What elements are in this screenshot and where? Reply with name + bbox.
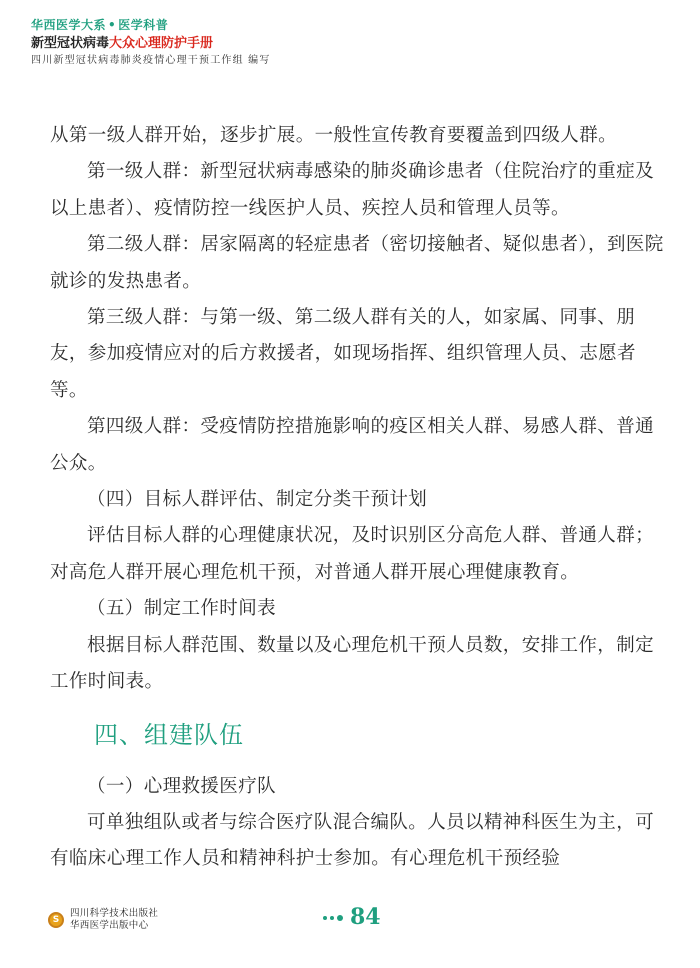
publisher-line-1: 四川科学技术出版社 — [70, 908, 159, 919]
book-title-red: 大众心理防护手册 — [109, 36, 214, 51]
publisher-block — [48, 908, 158, 932]
page-dots-icon — [323, 908, 346, 927]
publisher-logo-icon: S — [48, 912, 64, 928]
paragraph-group-2: 第二级人群：居家隔离的轻症患者（密切接触者、疑似患者），到医院就诊的发热患者。 — [50, 234, 664, 292]
series-separator: • — [108, 18, 117, 32]
series-name: 华西医学大系 — [31, 18, 107, 32]
paragraph-schedule: 根据目标人群范围、数量以及心理危机干预人员数，安排工作，制定工作时间表。 — [50, 634, 655, 693]
paragraph-continuation: 从第一级人群开始，逐步扩展。一般性宣传教育要覆盖到四级人群。 — [50, 125, 618, 146]
paragraph-assessment: 评估目标人群的心理健康状况，及时识别区分高危人群、普通人群；对高危人群开展心理危机干预，对普通人群开展心理健康教育。 — [50, 525, 655, 583]
publisher-line-2: 华西医学出版中心 — [70, 920, 149, 931]
section-heading: 四、组建队伍 — [94, 720, 244, 749]
paragraph-group-4: 第四级人群：受疫情防控措施影响的疫区相关人群、易感人群、普通公众。 — [50, 416, 655, 474]
series-subname: 医学科普 — [118, 18, 169, 32]
page-body — [50, 118, 670, 878]
book-title-black: 新型冠状病毒 — [31, 36, 110, 51]
paragraph-group-3: 第三级人群：与第一级、第二级人群有关的人，如家属、同事、朋友，参加疫情应对的后方救援者，如现场指挥、组织管理人员、志愿者等。 — [50, 307, 636, 401]
paragraph-team: 可单独组队或者与综合医疗队混合编队。人员以精神科医生为主，可有临床心理工作人员和精神科护士参加。有心理危机干预经验 — [50, 811, 655, 870]
series-label — [31, 18, 271, 33]
subheading-1: （一）心理救援医疗队 — [87, 775, 277, 797]
page-number: 84 — [350, 904, 381, 930]
publisher-text — [70, 908, 158, 932]
author-line: 四川新型冠状病毒肺炎疫情心理干预工作组 编写 — [31, 55, 271, 66]
page-footer — [48, 904, 668, 938]
page-header — [31, 18, 271, 68]
paragraph-group-1: 第一级人群：新型冠状病毒感染的肺炎确诊患者（住院治疗的重症及以上患者）、疫情防控一线医护人员、疾控人员和管理人员等。 — [50, 161, 655, 219]
subheading-5: （五）制定工作时间表 — [87, 598, 277, 620]
book-title — [31, 35, 271, 52]
subheading-4: （四）目标人群评估、制定分类干预计划 — [87, 489, 428, 511]
page-number-block — [323, 904, 381, 930]
